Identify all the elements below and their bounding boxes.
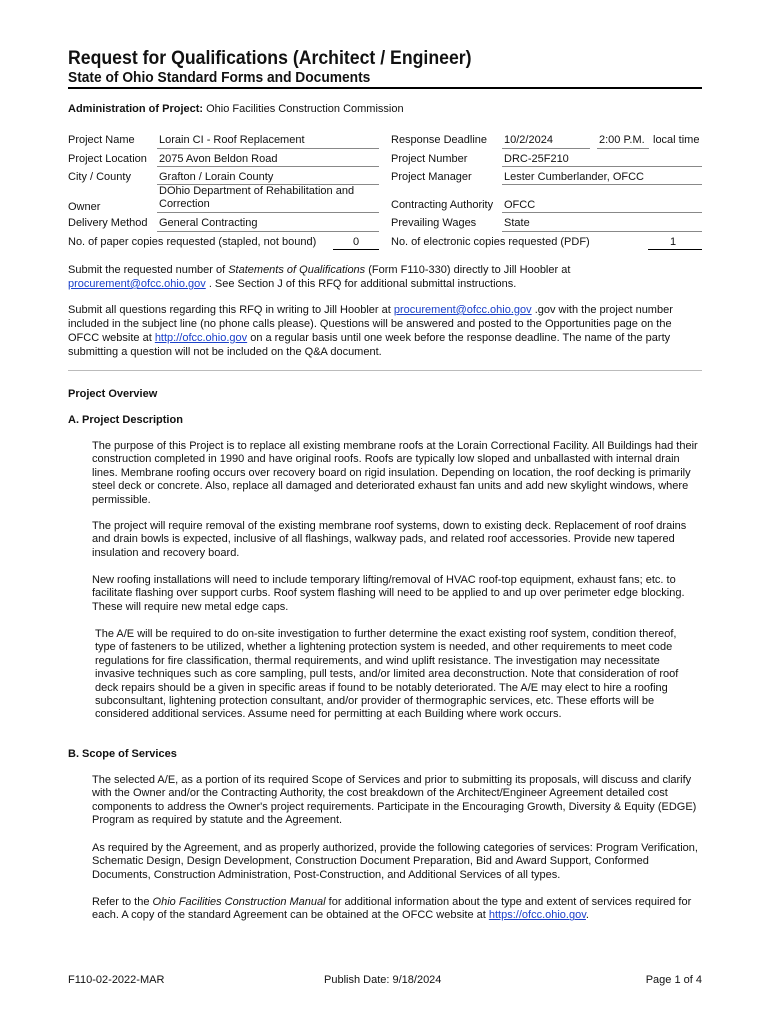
admin-label: Administration of Project: (68, 103, 204, 115)
scope-paragraph-1: The selected A/E, as a portion of its required Scope of Services and prior to submitting its proposals, will discuss and clarify with the Owner and/or the Contracting Authority, the cost breakdown of the Architect/Engineer Agreement detailed cost components to address the Owner's project requirements. Participate in the Encouraging Growth, Diversity & Equity (EDGE) Program as required by statute and the Agreement. (92, 774, 697, 827)
footer-publish-date: Publish Date: 9/18/2024 (324, 974, 442, 986)
ofcc-website-link[interactable]: http://ofcc.ohio.gov (154, 332, 248, 344)
statements-of-qualifications-italic: Statements of Qualifications (228, 264, 366, 276)
response-deadline-date: 10/2/2024 (504, 134, 553, 146)
response-deadline-date-underline (502, 148, 590, 149)
questions-email-link[interactable]: procurement@ofcc.ohio.gov (393, 304, 532, 316)
paper-copies-value: 0 (353, 236, 360, 248)
scope-p3-text-b: for additional information about the type and extent of services required for each. A copy of the standard Agreement can be obtained at the OFCC website at (92, 896, 692, 922)
city-county-label: City / County (68, 171, 131, 183)
description-paragraph-3: New roofing installations will need to include temporary lifting/removal of HVAC roof-top equipment, exhaust fans; etc. to facilitate flashing over support curbs. Roof system flashing will need to be applied to and up over perimeter edge blocking. These will require new metal edge caps. (92, 574, 685, 613)
footer-form-id: F110-02-2022-MAR (68, 974, 165, 986)
project-name-value: Lorain CI - Roof Replacement (159, 134, 305, 146)
section-a-heading: A. Project Description (68, 414, 183, 426)
delivery-method-label: Delivery Method (68, 217, 148, 229)
section-b-heading: B. Scope of Services (68, 748, 177, 760)
contracting-authority-label: Contracting Authority (391, 199, 494, 211)
electronic-copies-underline (648, 249, 702, 250)
questions-text-a: Submit all questions regarding this RFQ in writing to Jill Hoobler at (68, 304, 391, 316)
owner-underline (157, 212, 379, 213)
project-number-underline (502, 166, 702, 167)
contracting-authority-value: OFCC (504, 199, 536, 211)
city-county-value: Grafton / Lorain County (159, 171, 274, 183)
description-paragraph-2: The project will require removal of the existing membrane roof systems, down to existing deck. Replacement of roof drains and drain bowls is expected, inclusive of all flashings, walkway pads, and related roof accessories. Provide new tapered insulation and recovery board. (92, 520, 687, 559)
procurement-email-link[interactable]: procurement@ofcc.ohio.gov (68, 278, 206, 290)
prevailing-wages-value: State (504, 217, 530, 229)
delivery-method-underline (157, 231, 379, 232)
project-number-label: Project Number (391, 153, 468, 165)
paper-copies-label: No. of paper copies requested (stapled, not bound) (68, 236, 317, 248)
project-location-underline (157, 166, 379, 167)
response-deadline-label: Response Deadline (391, 134, 488, 146)
description-paragraph-1: The purpose of this Project is to replace all existing membrane roofs at the Lorain Correctional Facility. All Buildings had their construction completed in 1990 and have original roofs. Roofs are typically low sloped and unballasted with internal drain lines. Membrane roofing occurs over recovery board on rigid insulation. Depending on location, the roof decking is primarily steel deck or concrete. Also, replace all damaged and deteriorated exhaust fan units and add new skylight windows, where permissible. (92, 440, 698, 506)
submittal-text-c: . See Section J of this RFQ for additional submittal instructions. (208, 278, 517, 290)
administration-line (68, 103, 404, 115)
project-manager-label: Project Manager (391, 171, 472, 183)
project-manager-underline (502, 184, 702, 185)
owner-value-line2: Correction (159, 198, 210, 210)
scope-p3-period: . (585, 909, 589, 922)
paper-copies-underline (333, 249, 379, 250)
prevailing-wages-label: Prevailing Wages (391, 217, 477, 229)
owner-value-line1: DOhio Department of Rehabilitation and (159, 185, 355, 197)
electronic-copies-label: No. of electronic copies requested (PDF) (391, 236, 590, 248)
response-deadline-time: 2:00 P.M. (599, 134, 645, 146)
section-divider (68, 370, 702, 371)
project-number-value: DRC-25F210 (504, 153, 569, 165)
project-overview-heading: Project Overview (68, 388, 158, 400)
project-name-label: Project Name (68, 134, 135, 146)
admin-value: Ohio Facilities Construction Commission (206, 103, 404, 115)
contracting-authority-underline (502, 212, 702, 213)
scope-paragraph-2: As required by the Agreement, and as properly authorized, provide the following categories of services: Program Verification, Schematic Design, Design Development, Construction Document Preparation, Bid and Award Support, Conformed Documents, Construction Administration, Post-Construction, and Additional Services of all types. (92, 842, 698, 881)
submittal-paragraph (68, 263, 702, 291)
project-location-label: Project Location (68, 153, 147, 165)
description-paragraph-4: The A/E will be required to do on-site investigation to further determine the exact existing roof system, condition thereof, type of fasteners to be utilized, whether a lightening protection system is needed, and other requirements to meet code regulations for fire classification, thermal requirements, and wind uplift resistance. The investigation may necessitate invasive techniques such as core sampling, pull tests, and/or limited area deconstruction. Note that consideration of roof deck repairs should be a given in specific areas if found to be notably deteriorated. The A/E may elect to hire a roofing subconsultant, lightening protection consultant, and/or provider of thermographic services, etc. These efforts will be considered additional services. Assume need for permitting at each Building where work occurs. (95, 628, 679, 721)
document-title: Request for Qualifications (Architect / Engineer) (68, 48, 472, 69)
ofcc-https-link[interactable]: https://ofcc.ohio.gov (488, 909, 586, 922)
prevailing-wages-underline (502, 231, 702, 232)
scope-paragraph-3 (92, 896, 700, 923)
project-manager-value: Lester Cumberlander, OFCC (504, 171, 644, 183)
document-subtitle: State of Ohio Standard Forms and Documents (68, 70, 371, 86)
questions-text-b: .gov with the project number included in the subject line (no phone calls please). Questions will be answered and posted to the Opportunities page on the OFCC website at (68, 304, 673, 344)
scope-p3-text-a: Refer to the (92, 896, 150, 908)
ohio-facilities-manual-italic: Ohio Facilities Construction Manual (152, 896, 326, 908)
response-deadline-suffix: local time (653, 134, 700, 146)
owner-label: Owner (68, 201, 101, 213)
delivery-method-value: General Contracting (159, 217, 258, 229)
questions-paragraph (68, 303, 702, 359)
footer-page-number: Page 1 of 4 (645, 974, 702, 986)
submittal-text-b: (Form F110-330) directly to Jill Hoobler at (368, 264, 571, 276)
response-deadline-time-underline (597, 148, 649, 149)
questions-text-c: on a regular basis until one week before the response deadline. The name of the party submitting a question will not be included on the Q&A document. (68, 332, 671, 358)
submittal-text-a: Submit the requested number of (68, 264, 226, 276)
project-location-value: 2075 Avon Beldon Road (159, 153, 278, 165)
project-name-underline (157, 148, 379, 149)
electronic-copies-value: 1 (670, 236, 677, 248)
title-rule (68, 87, 702, 89)
